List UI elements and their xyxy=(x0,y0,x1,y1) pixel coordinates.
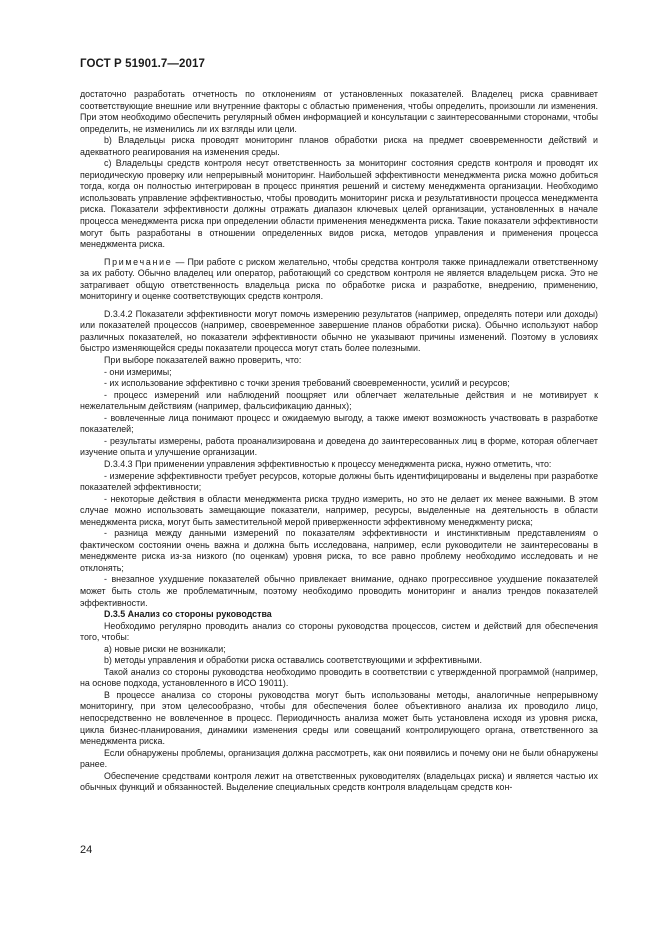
paragraph: c) Владельцы средств контроля несут ответственность за мониторинг состояния средств контроля и проводят их периодическую проверку или непрерывный мониторинг. Наибольшей эффективности менеджмента риска можно добиться тогда, когда он полностью интегрирован в процесс принятия решений и систему менеджмента организации. Необходимо использовать управление эффективностью, чтобы проводить мониторинг риска и результативности процесса менеджмента риска. Показатели эффективности должны отражать диапазон ключевых целей организации, установленных в начале процесса менеджмента риска при определении области применения менеджмента риска. Такие показатели эффективности могут быть разработаны в отношении определенных видов риска, методов управления и применения процесса менеджмента риска. xyxy=(80,158,598,250)
paragraph: b) Владельцы риска проводят мониторинг планов обработки риска на предмет своевременности действий и адекватного реагирования на изменения среды. xyxy=(80,135,598,157)
paragraph: достаточно разработать отчетность по отклонениям от установленных показателей. Владелец риска сравнивает соответствующие внешние или внутренние факторы с областью применения, чтобы определить, произошли ли изменения. При этом необходимо обеспечить регулярный обмен информацией и консультации с заинтересованными сторонами, чтобы определить, не изменились ли их взгляды или цели. xyxy=(80,89,598,134)
note xyxy=(80,257,598,303)
list-item: а) новые риски не возникали; xyxy=(104,643,226,654)
list-item: - вовлеченные лица понимают процесс и ожидаемую выгоду, а также имеют возможность участвовать в разработке показателей; xyxy=(80,412,598,435)
note-label: Примечание xyxy=(104,256,173,267)
page-number: 24 xyxy=(80,844,93,856)
list-item: b) методы управления и обработки риска оставались соответствующими и эффективными. xyxy=(104,655,482,666)
list-item: - результаты измерены, работа проанализирована и доведена до заинтересованных лиц в форме, которая облегчает изучение опыта и улучшение организации. xyxy=(80,435,598,458)
list-item: - они измеримы; xyxy=(104,366,172,377)
page-header-standard: ГОСТ Р 51901.7—2017 xyxy=(80,58,205,70)
list-item: - измерение эффективности требует ресурсов, которые должны быть идентифицированы и выделены при разработке показателей эффективности; xyxy=(80,470,598,493)
clause-d343: D.3.4.3 При применении управления эффективностью к процессу менеджмента риска, нужно отметить, что: xyxy=(104,458,552,469)
paragraph: В процессе анализа со стороны руководства могут быть использованы методы, аналогичные непрерывному мониторингу, при этом целесообразно, чтобы для обеспечения более объективного анализа их проводило лицо, непосредственно не вовлеченное в процесс. Периодичность анализа может быть установлена исходя из уровня риска, цикла бизнес-планирования, динамики изменения среды или совещаний контролирующего органа, ответственного за менеджмента риска. xyxy=(80,689,598,747)
paragraph: Обеспечение средствами контроля лежит на ответственных руководителях (владельцах риска) и является частью их обычных функций и обязанностей. Выделение специальных средств контроля владельцам средств кон- xyxy=(80,770,598,793)
list-item: - внезапное ухудшение показателей обычно привлекает внимание, однако прогрессивное ухудшение показателей может быть столь же проблематичным, поэтому необходимо проводить мониторинг и анализ трендов показателей эффективности. xyxy=(80,574,598,608)
note-text: — При работе с риском желательно, чтобы средства контроля также принадлежали ответственному за их работу. Обычно владелец или оператор, работающий со средством контроля не является владельцем риска. Это не затрагивает общую ответственность владельца риска по обработке риска и разработке, внедрению, применению, мониторингу и оценке соответствующих средств контроля. xyxy=(80,256,598,302)
paragraph: Необходимо регулярно проводить анализ со стороны руководства процессов, систем и действий для обеспечения того, чтобы: xyxy=(80,620,598,643)
document-body xyxy=(80,89,598,794)
clause-d342: D.3.4.2 Показатели эффективности могут помочь измерению результатов (например, определять потери или доходы) или показателей процессов (например, своевременное завершение планов обработки риска). Обычно используют набор различных показателей, но показатели эффективности обычно не указывают причины изменений. Поэтому в условиях быстро изменяющейся среды показатели процесса могут стать более полезными. xyxy=(80,308,598,354)
paragraph: Если обнаружены проблемы, организация должна рассмотреть, как они появились и почему они не были обнаружены ранее. xyxy=(80,747,598,770)
list-item: - процесс измерений или наблюдений поощряет или облегчает желательные действия и не мотивирует к нежелательным действиям (например, фальсификацию данных); xyxy=(80,389,598,412)
list-item: - некоторые действия в области менеджмента риска трудно измерить, но это не делает их менее важными. В этом случае можно использовать замещающие показатели, например, ресурсы, выделенные на деятельность в области менеджмента риска, могут быть заместительной мерой приверженности эффективному менеджменту риска; xyxy=(80,493,598,527)
paragraph: Такой анализ со стороны руководства необходимо проводить в соответствии с утвержденной программой (например, на основе подхода, установленного в ИСО 19011). xyxy=(80,666,598,689)
clause-d342-lead: При выборе показателей важно проверить, что: xyxy=(104,355,302,366)
list-item: - их использование эффективно с точки зрения требований своевременности, усилий и ресурсов; xyxy=(104,378,510,389)
section-heading-d35: D.3.5 Анализ со стороны руководства xyxy=(104,609,272,620)
list-item: - разница между данными измерений по показателям эффективности и инстинктивным представлениям о фактическом состоянии очень важна и должна быть исследована, например, если руководители не заинтересованы в менеджменте риска из-за низкого (по оценкам) уровня риска, то все равно проблему необходимо исследовать и не отклонять; xyxy=(80,528,598,573)
